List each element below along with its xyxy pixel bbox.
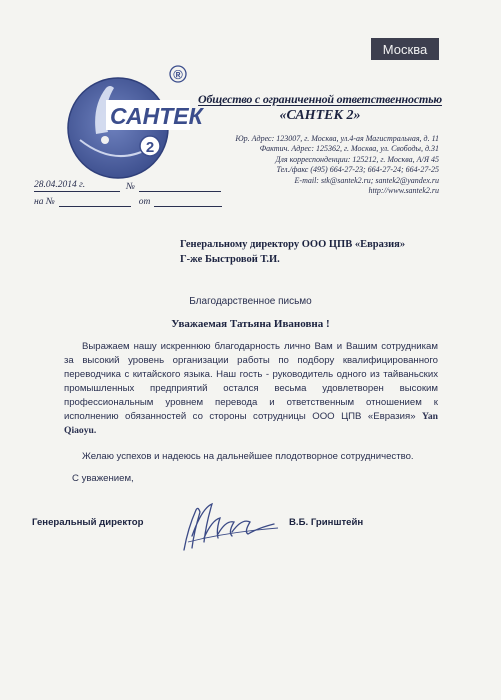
signer-name: В.Б. Гринштейн [289, 517, 364, 528]
registered-mark: ® [173, 67, 183, 82]
letter-title: Благодарственное письмо [189, 296, 312, 307]
reference-block [34, 177, 224, 207]
logo-wordmark: САНТЕК [110, 103, 203, 129]
letter-wish: Желаю успехов и надеюсь на дальнейшее плодотворное сотрудничество. [82, 451, 414, 462]
company-name: «САНТЕК 2» [279, 108, 361, 123]
letter-body-main: Выражаем нашу искреннюю благодарность лично Вам и Вашим сотрудникам за высокий уровень организации работы по подбору квалифицированного переводчика с китайского языка. Наш гость - руководитель одного из тайваньских промышленных предприятий остался весьма удовлетворен высоким профессиональным уровнем перевода и ответственным отношением к исполнению обязанностей со стороны сотрудницы ООО ЦПВ «Евразия» [64, 341, 438, 422]
interpreter-name: Yan Qiaoyu. [64, 411, 438, 436]
company-header [190, 92, 450, 124]
company-contacts [200, 134, 439, 196]
ref-line-on-number [34, 192, 224, 207]
ref-on-number-field [59, 195, 131, 207]
city-badge [371, 38, 439, 60]
contact-line-legal-address: Юр. Адрес: 123007, г. Москва, ул.4-ая Магистральная, д. 11 [235, 134, 439, 143]
letter-regards: С уважением, [72, 473, 134, 484]
contact-line-actual-address: Фактич. Адрес: 125362, г. Москва, ул. Свободы, д.31 [259, 144, 439, 154]
contact-line-phone: Тел./факс (495) 664-27-23; 664-27-24; 664-27-25 [276, 165, 439, 175]
addressee-line-1: Генеральному директору ООО ЦПВ «Евразия» [180, 239, 406, 250]
santek-logo [58, 62, 203, 186]
logo-number: 2 [145, 139, 155, 156]
ref-on-number-label: на № [34, 197, 55, 207]
signer-title: Генеральный директор [32, 517, 144, 528]
contact-line-website: http://www.santek2.ru [368, 186, 439, 196]
contact-line-email: E-mail: stk@santek2.ru; santek2@yandex.ru [294, 175, 439, 185]
letter-body [64, 340, 438, 438]
ref-from-label: от [138, 197, 151, 207]
ref-date: 28.04.2014 г. [34, 180, 120, 192]
addressee [180, 237, 480, 267]
city-label: Москва [382, 41, 428, 57]
addressee-line-2: Г-же Быстровой Т.И. [180, 254, 280, 265]
ref-line-date [34, 177, 224, 192]
ref-number-field [139, 180, 221, 192]
ref-number-label: № [126, 182, 135, 192]
ref-from-field [154, 195, 222, 207]
salutation: Уважаемая Татьяна Ивановна ! [171, 318, 330, 330]
handwritten-signature [178, 498, 282, 554]
contact-line-correspondence: Для корреспонденции: 125212, г. Москва, А/Я 45 [275, 154, 439, 164]
company-type: Общество с ограниченной ответственностью [198, 92, 442, 106]
